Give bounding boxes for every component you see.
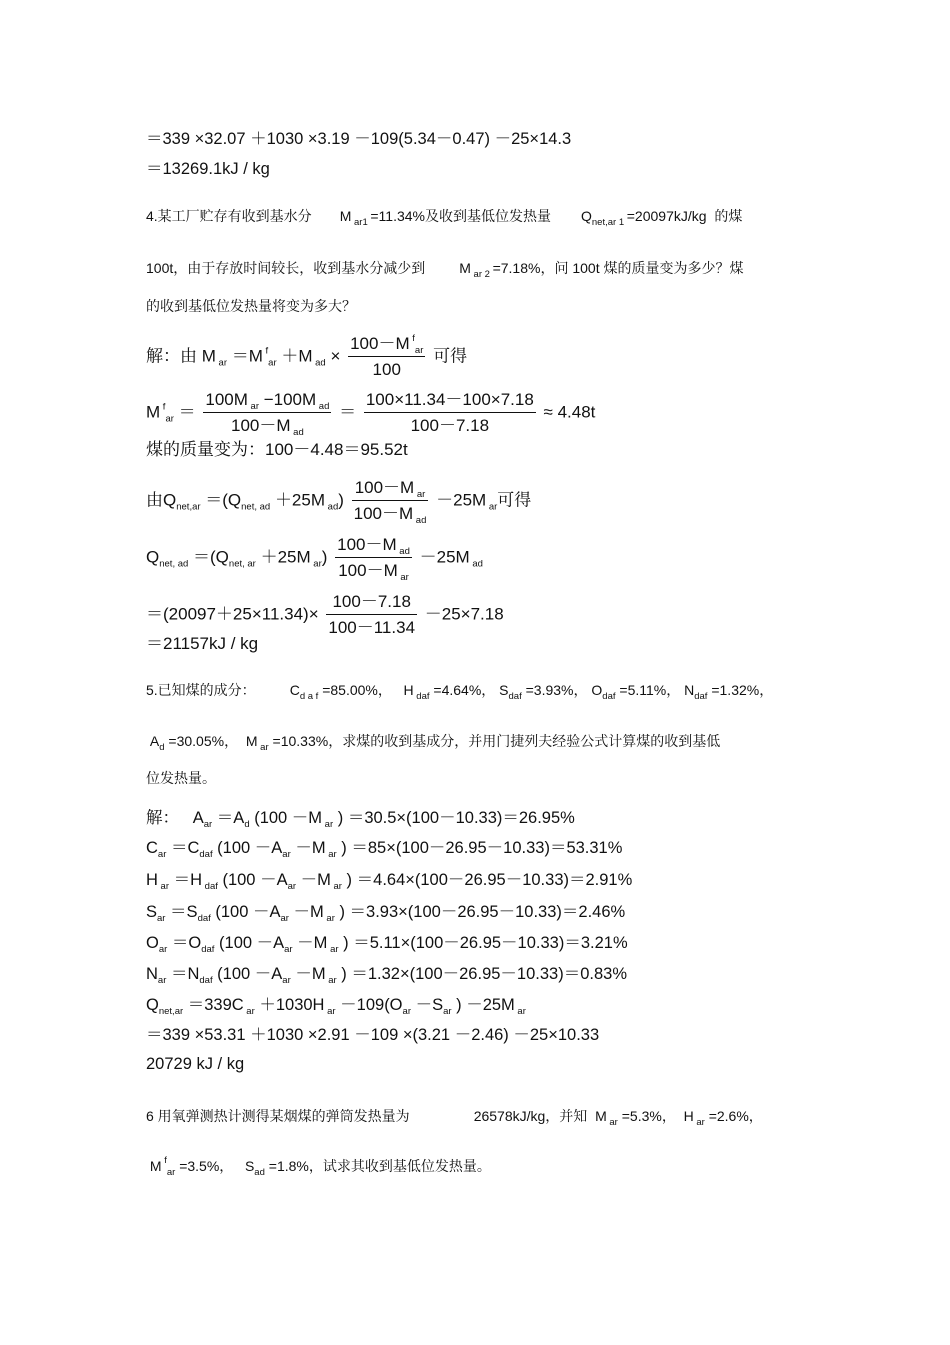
problem-4-line-1: 4.某工厂贮存有收到基水分 M $_{ar1}$ =11.34%及收到基低位发热量 $Q_{net,ar 1} =20097kJ/kg$ 的煤	[146, 208, 743, 228]
solution-4-eq-3: 由$Q_{net,ar} =(Q_{net, ad} +25M$ $_{ad}$) $\frac{100-M _{ar}}{100-M _{ad}}$ －25M $_{ar}$可得	[146, 478, 532, 526]
solution-4-eq-5: ＝(20097＋25×11.34)× $\frac{100-7.18}{100-11.34}$ －25×7.18	[146, 592, 504, 637]
solution-5-qnet-calc: ＝339 ×53.31 ＋1030 ×2.91 －109 ×(3.21 －2.46) －25×10.33	[146, 1026, 600, 1044]
calc-result: ＝13269.1kJ / kg	[146, 160, 270, 178]
problem-5-line-2: $A_d =30.05\%$， M $_{ar}$ =10.33%，求煤的收到基成分，并用门捷列夫经验公式计算煤的收到基低	[146, 733, 721, 753]
fraction: $\frac{100\times 11.34-100\times 7.18}{100-7.18}$	[365, 390, 534, 435]
solution-5-har: H $_{ar}$ ＝H $_{daf}$ ($100 -A_{ar} -M$ $_{ar}$ ) ＝4.64×(100－26.95－10.33)＝2.91%	[146, 871, 633, 892]
solution-5-car: $C_{ar} =C_{daf}$ ($100 -A_{ar} -M$ $_{ar}$ ) ＝85×(100－26.95－10.33)＝53.31%	[146, 839, 623, 860]
solution-4-eq-4: $Q_{net, ad} =(Q_{net, ar} +25M$ $_{ar}$) $\frac{100-M _{ad}}{100-M _{ar}}$ －25M $_{ad}$	[146, 535, 483, 583]
solution-4-result: ＝21157kJ / kg	[146, 634, 259, 653]
problem-5-line-3: 位发热量。	[146, 770, 216, 786]
solution-5-qnet-result: 20729 kJ / kg	[146, 1055, 245, 1073]
solution-5-oar: $O_{ar} =O_{daf}$ ($100 -A_{ar} -M$ $_{ar}$ ) ＝5.11×(100－26.95－10.33)＝3.21%	[146, 934, 628, 955]
fraction: $\frac{100-M ^f_{ar}}{100}$	[350, 333, 424, 379]
solution-5-sar: $S_{ar} =S_{daf}$ ($100 -A_{ar} -M$ $_{ar}$ ) ＝3.93×(100－26.95－10.33)＝2.46%	[146, 903, 626, 924]
solution-5-qnet-formula: $Q_{net,ar} =339C$ $_{ar}$ ＋1030H $_{ar} -109(O_{ar} -S_{ar}$ ) －25M $_{ar}$	[146, 996, 526, 1017]
fraction: $\frac{100-M _{ad}}{100-M _{ar}}$	[337, 535, 410, 583]
problem-4-line-3: 的收到基低位发热量将变为多大？	[146, 298, 356, 314]
fraction: $\frac{100-M _{ar}}{100-M _{ad}}$	[353, 478, 427, 526]
calc-line: ＝339 ×32.07 ＋1030 ×3.19 －109(5.34－0.47) －25×14.3	[146, 130, 572, 148]
solution-5-aar: 解： $A_{ar} =A_d$ (100 －M $_{ar}$ ) ＝30.5×(100－10.33)＝26.95%	[146, 809, 575, 830]
solution-5-nar: $N_{ar} =N_{daf}$ ($100 -A_{ar} -M$ $_{ar}$ ) ＝1.32×(100－26.95－10.33)＝0.83%	[146, 965, 627, 986]
solution-4-eq-2: M $^f_{ar}$ ＝ $\frac{100M _{ar} -100M _{ad}}{100-M _{ad}}$ ＝ $\frac{100\times 11.34-100\times 7.18}{100-7.18}$ ≈ 4.48t	[146, 390, 596, 438]
solution-4-mass: 煤的质量变为：100－4.48＝95.52t	[146, 440, 408, 459]
solution-4-eq-1: 解：由 M $_{ar}$ ＝M $^f_{ar}$ ＋M $_{ad}$ × $\frac{100-M ^f_{ar}}{100}$ 可得	[146, 333, 468, 379]
fraction: $\frac{100-7.18}{100-11.34}$	[328, 592, 416, 637]
problem-5-line-1: 5.已知煤的成分： $C_{d a f} =85.00\%$， H $_{daf}$ =4.64%， $S_{daf} =3.93\%$， $O_{daf} =5.11\%$， $N_{daf} =1.32\%$，	[146, 682, 774, 702]
problem-4-line-2: 100t，由于存放时间较长，收到基水分减少到 M $_{ar 2}$ =7.18%，问 100t 煤的质量变为多少？煤	[146, 260, 744, 280]
problem-6-line-1: 6 用氧弹测热计测得某烟煤的弹筒发热量为 26578kJ/kg，并知 M $_{ar}$ =5.3%， H $_{ar}$ =2.6%，	[146, 1108, 763, 1128]
fraction: $\frac{100M _{ar} -100M _{ad}}{100-M _{ad}}$	[205, 390, 330, 438]
problem-6-line-2: M $^f_{ar}$ =3.5%， $S_{ad} =1.8\%$，试求其收到基低位发热量。	[146, 1155, 491, 1178]
